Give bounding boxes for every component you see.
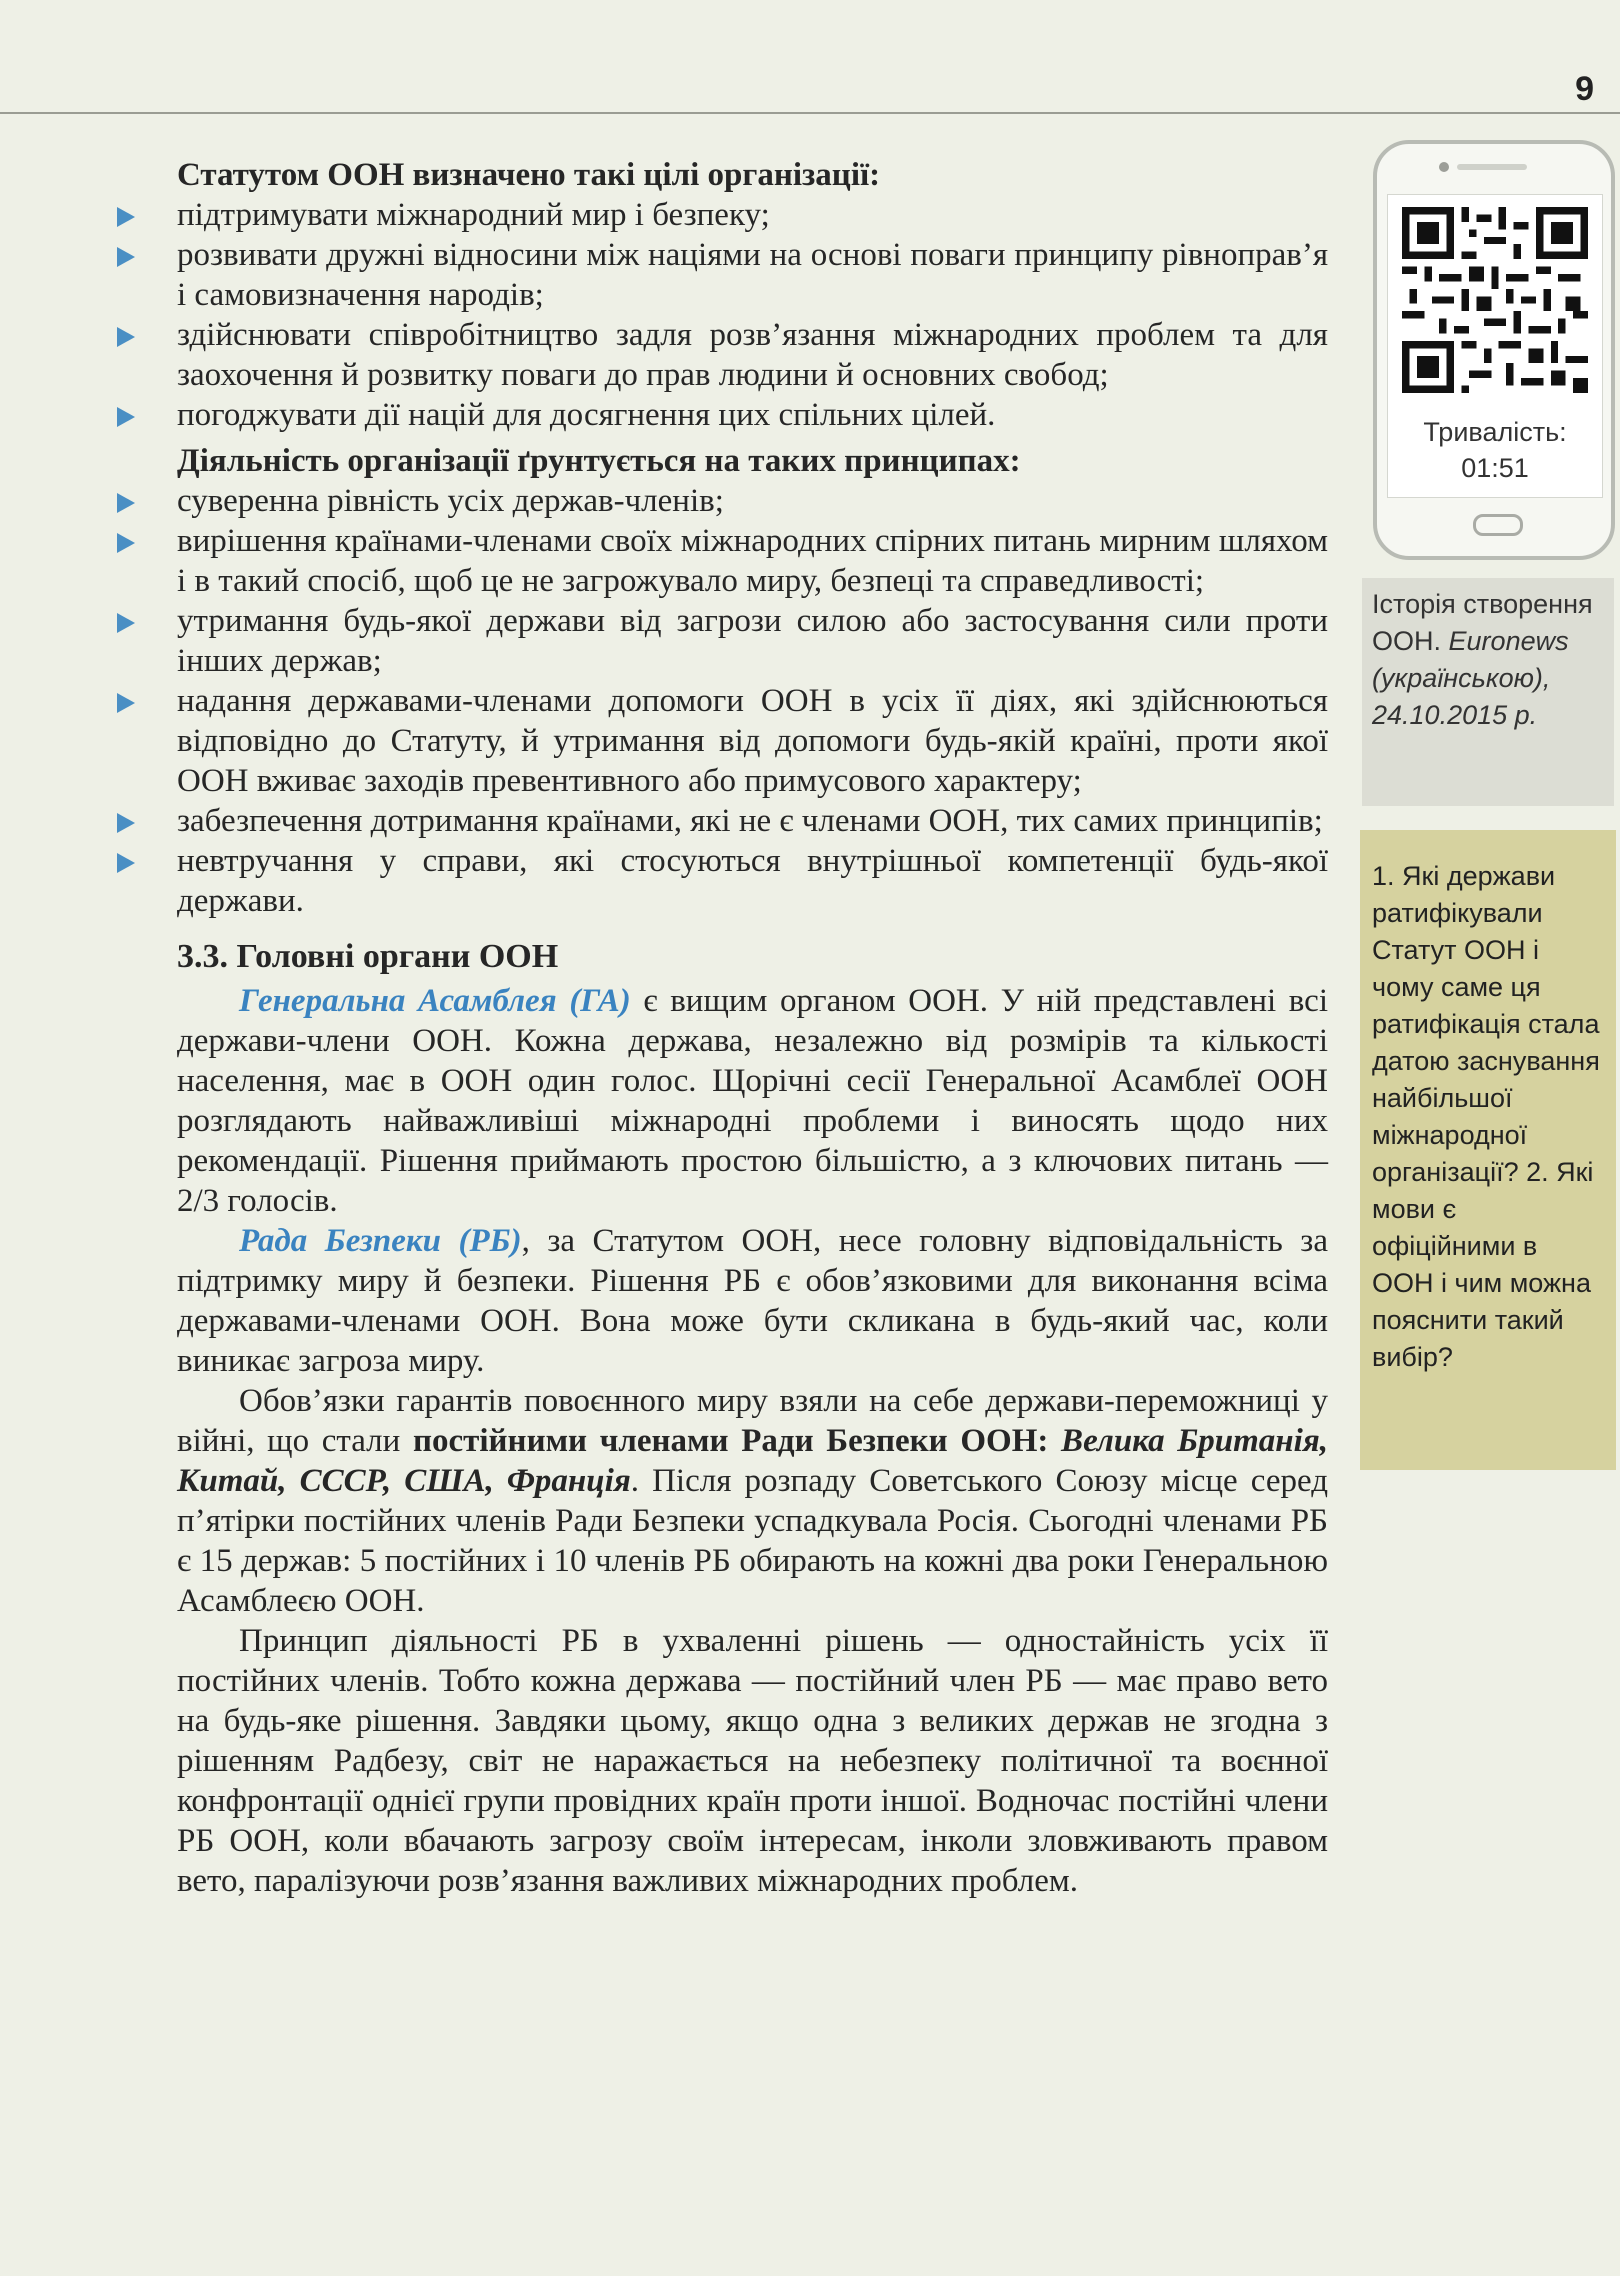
bullet-triangle-icon xyxy=(117,327,135,347)
general-assembly-paragraph: Генеральна Асамблея (ГА) є вищим органом ООН. У ній представлені всі держави-члени ООН. Кожна держава, незалежно від розмірів та кількості населення, має в ООН один голос. Щорічні сесії Генеральної Асамблеї ООН розглядають найважливіші міжнародні проблеми і виносять щодо них рекомендації. Рішення приймають простою більшістю, а з ключових питань — 2/3 голосів. xyxy=(177,983,1328,1219)
header-rule xyxy=(0,112,1620,114)
phone-home-button xyxy=(1473,514,1523,536)
video-caption: Історія створення ООН. Euronews (українською), 24.10.2015 р. xyxy=(1362,578,1614,806)
goals-heading: Статутом ООН визначено такі цілі організації: xyxy=(177,157,881,193)
list-item: надання державами-членами допомоги ООН в усіх її діях, які здійснюються відповідно до Статуту, й утримання від допомоги будь-якій країні, проти якої ООН вживає заходів превентивного або примусового характеру; xyxy=(115,681,1328,801)
goals-list xyxy=(115,195,1328,435)
principles-list xyxy=(115,481,1328,921)
phone-camera xyxy=(1439,162,1449,172)
bullet-triangle-icon xyxy=(117,493,135,513)
main-text xyxy=(115,155,1328,1901)
list-item: погоджувати дії націй для досягнення цих спільних цілей. xyxy=(115,395,1328,435)
list-item: невтручання у справи, які стосуються внутрішньої компетенції будь-якої держави. xyxy=(115,841,1328,921)
list-item: вирішення країнами-членами своїх міжнародних спірних питань мирним шляхом і в такий спосіб, щоб це не загрожувало миру, безпеці та справедливості; xyxy=(115,521,1328,601)
qr-code-icon[interactable] xyxy=(1402,207,1588,393)
phone-speaker xyxy=(1457,164,1527,170)
bullet-triangle-icon xyxy=(117,613,135,633)
list-item: підтримувати міжнародний мир і безпеку; xyxy=(115,195,1328,235)
list-item: здійснювати співробітництво задля розв’язання міжнародних проблем та для заохочення й розвитку поваги до прав людини й основних свобод; xyxy=(115,315,1328,395)
list-item: забезпечення дотримання країнами, які не є членами ООН, тих самих принципів; xyxy=(115,801,1328,841)
review-questions: 1. Які держави ратифікували Статут ООН і чому саме ця ратифікація стала датою заснування найбільшої міжнародної організації? 2. Які мови є офіційними в ООН і чим можна пояснити такий вибір? xyxy=(1360,830,1616,1470)
bullet-triangle-icon xyxy=(117,853,135,873)
bullet-triangle-icon xyxy=(117,533,135,553)
security-council-term: Рада Безпеки (РБ) xyxy=(239,1223,522,1259)
list-item: утримання будь-якої держави від загрози силою або застосування сили проти інших держав; xyxy=(115,601,1328,681)
video-phone-frame xyxy=(1373,140,1615,560)
guarantors-paragraph: Обов’язки гарантів повоєнного миру взяли на себе держави-переможниці у війні, що стали постійними членами Ради Безпеки ООН: Велика Британія, Китай, СССР, США, Франція. Після розпаду Советського Союзу місце серед п’ятірки постійних членів Ради Безпеки успадкувала Росія. Сьогодні членами РБ є 15 держав: 5 постійних і 10 членів РБ обирають на кожні два роки Генеральною Асамблеєю ООН. xyxy=(177,1383,1328,1619)
bullet-triangle-icon xyxy=(117,247,135,267)
section-title: 3.3. Головні органи ООН xyxy=(177,938,559,975)
list-item: розвивати дружні відносини між націями на основі поваги принципу рівноправ’я і самовизначення народів; xyxy=(115,235,1328,315)
list-item: суверенна рівність усіх держав-членів; xyxy=(115,481,1328,521)
principles-heading: Діяльність організації ґрунтується на таких принципах: xyxy=(177,443,1021,479)
security-council-paragraph: Рада Безпеки (РБ), за Статутом ООН, несе головну відповідальність за підтримку миру й безпеки. Рішення РБ є обов’язковими для виконання всіма державами-членами ООН. Вона може бути скликана в будь-який час, коли виникає загроза миру. xyxy=(177,1223,1328,1379)
bullet-triangle-icon xyxy=(117,207,135,227)
page-number: 9 xyxy=(1575,70,1594,108)
duration-value: 01:51 xyxy=(1461,453,1529,483)
general-assembly-term: Генеральна Асамблея (ГА) xyxy=(239,983,631,1019)
phone-screen xyxy=(1387,194,1603,498)
veto-paragraph: Принцип діяльності РБ в ухваленні рішень — одностайність усіх її постійних членів. Тобто кожна держава — постійний член РБ — має право вето на будь-яке рішення. Завдяки цьому, якщо одна з великих держав не згодна з рішенням Радбезу, світ не наражається на небезпеку політичної та воєнної конфронтації однієї групи провідних країн проти іншої. Водночас постійні члени РБ ООН, коли вбачають загрозу своїм інтересам, інколи зловживають правом вето, паралізуючи розв’язання важливих міжнародних проблем. xyxy=(177,1623,1328,1899)
bullet-triangle-icon xyxy=(117,693,135,713)
bullet-triangle-icon xyxy=(117,407,135,427)
duration-label: Тривалість: xyxy=(1423,417,1567,447)
bullet-triangle-icon xyxy=(117,813,135,833)
